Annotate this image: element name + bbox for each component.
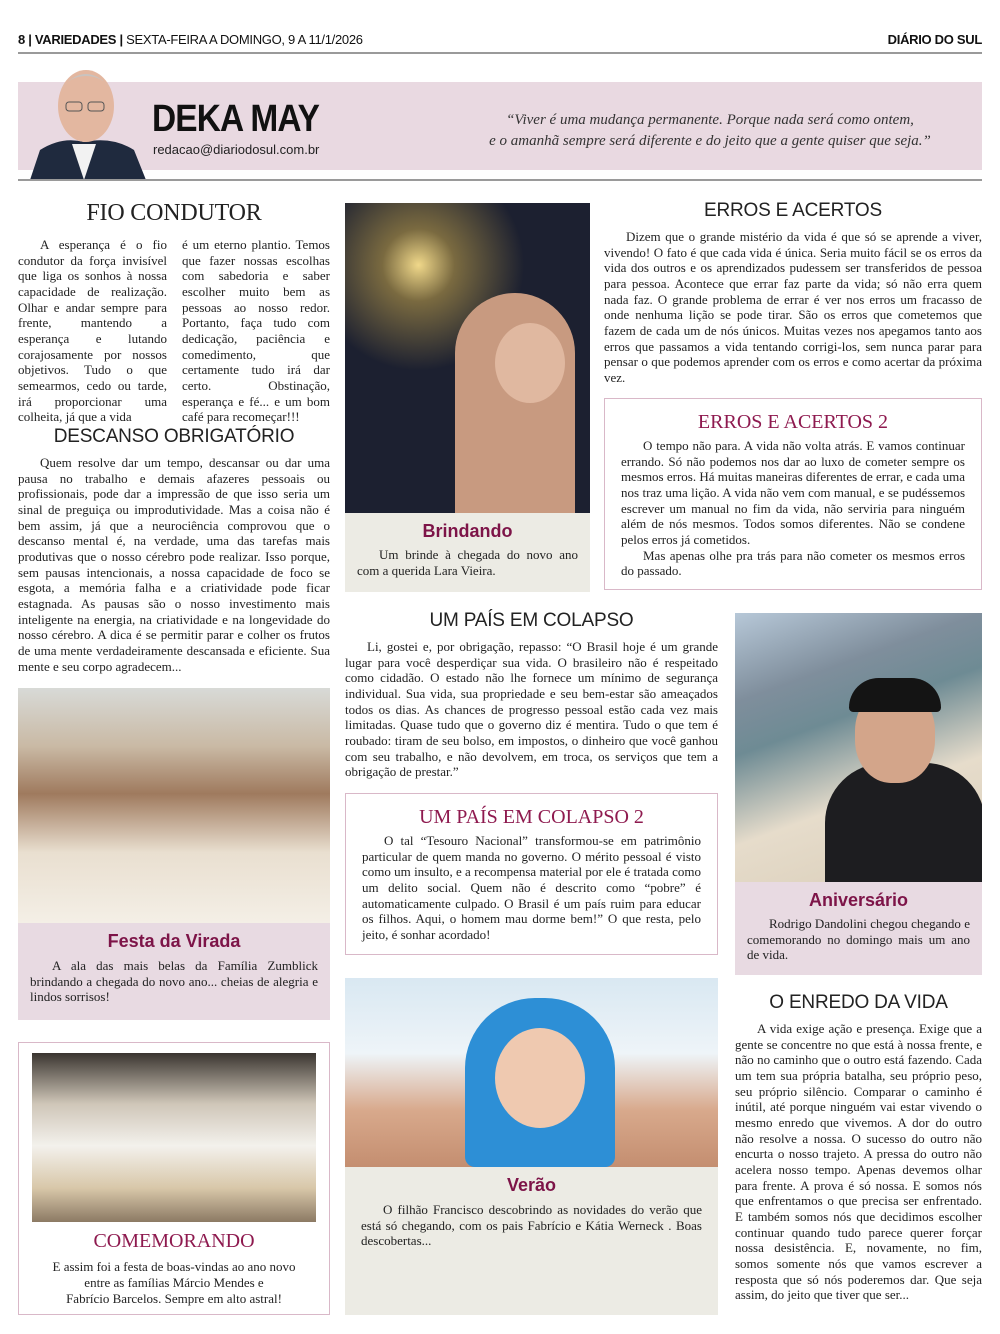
descanso-body	[18, 455, 330, 674]
enredo-title: O ENREDO DA VIDA	[769, 992, 948, 1013]
paragraph: A vida exige ação e presença. Exige que a gente se concentre no que está à nossa frente, e não no caminho que o outro está fazendo. Cada um tem sua própria batalha, seu próprio peso, seu próprio silêncio. Comparar o caminho é inútil, até porque ninguém vai estar vivendo o mesmo enredo que vivemos. A dor do outro não resolve a nossa. O sucesso do outro não encurta o nosso trajeto. A pressa do outro não acelera nosso tempo. Apenas devemos olhar para frente. A prova é só nossa. E somos nós que enfrentamos o que precisa ser enfrentado. E também somos nós que decidimos escolher continuar quando tudo parece querer forçar nossa desistência. E, novamente, no fim, somos somente nós que vamos escrever a resposta que só nós poderemos dar. Que seja assim, do jeito que tiver que ser...	[735, 1021, 982, 1303]
caption-title: Brindando	[422, 521, 513, 541]
paragraph: A esperança é o fio condutor da força invisível que liga os sonhos à nossa capacidade de realização. Olhar e andar sempre para frente, mantendo a esperança e lutando corajosamente por nossos objetivos. Tudo o que semearmos, cedo ou tarde, irá proporcionar uma colheita, já que a vida	[18, 237, 167, 425]
paragraph: Dizem que o grande mistério da vida é que só se aprende a viver, vivendo! O fato é que cada vida é única. Seria muito fácil se os erros da vida dos outros e os aprendizados pudessem ser transferidos de pessoa para pessoa. Acontece que errar faz parte da vida; só não erra quem nada faz. O grande problema de errar é ver nos erros um fracasso de onde nenhuma lição se pode tirar. São os erros que cometemos que fazem de cada um de nós únicos. Muitas vezes nos apegamos tanto aos erros que passamos a vida tentando corrigi-los, sem nunca parar para pensar o que podemos aprender com os erros e como acertar da próxima vez.	[604, 229, 982, 385]
descanso-title: DESCANSO OBRIGATÓRIO	[53, 426, 295, 447]
festa-caption	[18, 923, 330, 1020]
newspaper-name: DIÁRIO DO SUL	[887, 32, 982, 47]
caption-text	[357, 547, 578, 578]
paragraph: Rodrigo Dandolini chegou chegando e comemorando no domingo mais um ano de vida.	[747, 916, 970, 963]
text-line: Fabrício Barcelos. Sempre em alto astral!	[66, 1291, 282, 1306]
brindando-photo	[345, 203, 590, 513]
header-rule	[18, 52, 982, 54]
section-name: VARIEDADES	[34, 32, 117, 47]
colapso-body	[345, 639, 718, 780]
erros2-title: ERROS E ACERTOS 2	[697, 411, 889, 433]
festa-da-virada-photo	[18, 688, 330, 923]
page-number: 8	[18, 32, 25, 47]
issue-date: SEXTA-FEIRA A DOMINGO, 9 A 11/1/2026	[126, 32, 363, 47]
columnist-portrait	[22, 64, 150, 180]
text-line: entre as famílias Márcio Mendes e	[84, 1275, 264, 1290]
comemorando-title: COMEMORANDO	[93, 1230, 255, 1252]
paragraph: Li, gostei e, por obrigação, repasso: “O Brasil hoje é um grande lugar para você desperdiçar sua vida. O brasileiro não é respeitado como cidadão. O estado não lhe fornece um mínimo de segurança individual. Sua vida, sua propriedade e seu bem-estar são ameaçados todos os dias. As chances de progresso pessoal estão cada vez mais limitadas. Quase tudo que o governo diz é mentira. Tudo o que tem é roubado: tiram de seu bolso, em impostos, o dinheiro que você ganhou com seu trabalho, e não devolvem, em troca, os serviços que tem a obrigação de prestar.”	[345, 639, 718, 780]
comemorando-photo	[32, 1053, 316, 1222]
erros-title: ERROS E ACERTOS	[704, 200, 882, 221]
paragraph: A ala das mais belas da Família Zumblick brindando a chegada do novo ano... cheias de alegria e lindos sorrisos!	[30, 958, 318, 1005]
paragraph: Um brinde à chegada do novo ano com a querida Lara Vieira.	[357, 547, 578, 578]
erros2-body	[621, 438, 965, 579]
columnist-email[interactable]: redacao@diariodosul.com.br	[153, 142, 320, 157]
caption-title: Festa da Virada	[107, 931, 241, 951]
paragraph: O filhão Francisco descobrindo as novidades do verão que está só chegando, com os pais Fabrício e Kátia Werneck . Boas descobertas...	[361, 1202, 702, 1249]
text-line: E assim foi a festa de boas-vindas ao ano novo	[52, 1259, 296, 1274]
comemorando-text	[18, 1259, 330, 1307]
colapso2-title: UM PAÍS EM COLAPSO 2	[419, 806, 644, 828]
erros-body	[604, 229, 982, 386]
paragraph: é um eterno plantio. Temos que fazer nossas escolhas com sabedoria e saber escolher muito bem as pessoas ao nosso redor. Portanto, faça tudo com dedicação, paciência e comedimento, que certamente tudo irá dar certo. Obstinação, esperança e fé... e um bom café para recomeçar!!!	[182, 237, 330, 425]
fio-condutor-col2	[182, 237, 330, 425]
paragraph: O tal “Tesouro Nacional” transformou-se em patrimônio particular de quem manda no governo. O mérito pessoal é visto como um insulto, e a recompensa material por ele é tratada como um delito social. Quem não é descrito como “pobre” é automaticamente culpado. O Brasil é um país ruim para educar os filhos. Aqui, o homem mau dorme bem!” O que resta, pelo jeito, é sonhar acordado!	[362, 833, 701, 942]
colapso2-body	[362, 833, 701, 943]
fio-condutor-col1	[18, 237, 167, 425]
caption-title: Aniversário	[808, 890, 909, 910]
verao-photo	[345, 978, 718, 1167]
paragraph: Mas apenas olhe pra trás para não cometer os mesmos erros do passado.	[621, 547, 965, 579]
colapso2-box	[345, 793, 718, 955]
brindando-caption	[345, 513, 590, 592]
caption-text	[30, 958, 318, 1005]
erros2-box	[604, 398, 982, 590]
aniversario-photo	[735, 613, 982, 882]
caption-text	[747, 916, 970, 963]
columnist-name: DEKA MAY	[152, 98, 320, 140]
quote-line: “Viver é uma mudança permanente. Porque nada será como ontem,	[506, 112, 914, 128]
banner-rule	[18, 179, 982, 181]
quote-line: e o amanhã sempre será diferente e do jeito que a gente quiser que seja.”	[489, 133, 931, 149]
columnist-quote	[440, 110, 980, 152]
paragraph: Quem resolve dar um tempo, descansar ou dar uma pausa no trabalho e demais afazeres pessoais ou profissionais, pode dar a impressão de que isso seria um sinal de preguiça ou improdutividade. Mas a coisa não é bem assim, já que a neurociência comprovou que o descanso mental é, na verdade, uma das tarefas mais produtivas que o nosso cérebro pode realizar. Isso porque, sem pausas intencionais, a nossa capacidade de foco se esgota, a memória falha e a criatividade pode ficar estagnada. As pausas são o nosso investimento mais inteligente na energia, na criatividade e na longevidade do nosso cérebro. A dica é se permitir parar e colher os frutos de uma mente verdadeiramente descansada e eficiente. Sua mente e seu corpo agradecem...	[18, 455, 330, 674]
caption-text	[361, 1202, 702, 1249]
enredo-body	[735, 1021, 982, 1303]
aniversario-caption	[735, 882, 982, 975]
paragraph: O tempo não para. A vida não volta atrás. E vamos continuar errando. Só não podemos nos dar ao luxo de cometer sempre os mesmos erros. Há muitas maneiras diferentes de errar, e cada uma nos traz uma lição. A vida não vem com manual, e se pudéssemos escrever um manual no fim da vida, não serviria para ninguém além de nós mesmos. Todos somos diferentes. Não se condene pelos erros já cometidos.	[621, 438, 965, 547]
verao-caption	[345, 1167, 718, 1315]
fio-condutor-title: FIO CONDUTOR	[86, 200, 262, 226]
colapso-title: UM PAÍS EM COLAPSO	[429, 610, 634, 631]
caption-title: Verão	[506, 1175, 557, 1195]
page-header-left: 8 | VARIEDADES | SEXTA-FEIRA A DOMINGO, 9 A 11/1/2026	[18, 32, 363, 47]
